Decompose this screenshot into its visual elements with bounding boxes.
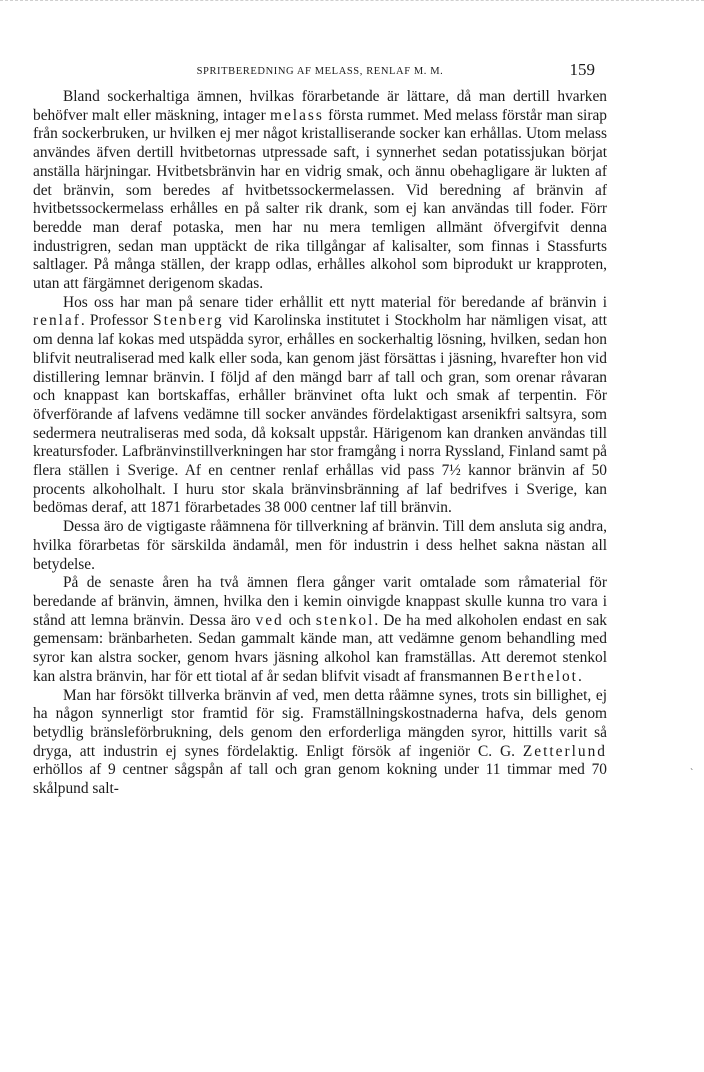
page-number: 159: [569, 60, 595, 79]
text-run: vid Karolinska institutet i Stockholm har nämligen visat, att om denna laf kokas med utspädda syror, erhålles en sockerhaltig lösning, hvilken, sedan hon blifvit neutraliserad med kalk eller soda, kan genom jäst försättas i jäsning, hvarefter hon vid distillering lemnar bränvin. I följd af den mängd barr af tall och gran, som orenar råvaran och knappast kan bortskaffas, erhåller bränvinet ofta lukt och smak af terpentin. För öfverförande af lafvens vedämne till socker användes fördelaktigast arsenikfri saltsyra, som sedermera neutraliseras med soda, då koksalt uppstår. Härigenom kan dranken användas till kreatursfoder. Lafbränvinstillverkningen har stor framgång i norra Ryssland, Finland samt på flera ställen i Sverige. Af en centner renlaf erhållas vid pass 7½ kannor bränvin af 50 procents alkoholhalt. I huru stor skala bränvinsbränning af laf bedrifves i Sverige, kan bedömas deraf, att 1871 förarbetades 38 000 centner laf till bränvin.: [33, 312, 607, 517]
emphasized-term: Berthelot: [502, 667, 578, 685]
emphasized-term: Zetterlund: [522, 742, 607, 760]
body-text: [33, 88, 607, 799]
text-run: Bland sockerhaltiga ämnen, hvilkas förarbetande är lättare, då man dertill hvarken behöfver malt eller mäskning, intager: [33, 88, 607, 124]
emphasized-term: melass: [270, 106, 324, 124]
emphasized-term: Stenberg: [153, 312, 224, 330]
stray-mark: ˋ: [690, 768, 694, 779]
text-run: .: [577, 667, 582, 685]
text-run: . De ha med alkoholen endast en sak gemensam: bränbarheten. Sedan gammalt kände man, att vedämne genom behandling med syror kan alstra socker, genom hvars jäsning alkohol kan framställas. Att deremot stenkol kan alstra bränvin, har för ett tiotal af år sedan blifvit visadt af fransmannen: [33, 611, 607, 685]
text-run: På de senaste åren ha två ämnen flera gånger varit omtalade som råmaterial för beredande af bränvin, ämnen, hvilka den i kemin oinvigde knappast skulle kunna tro vara i stånd att lemna bränvin. Dessa äro: [33, 574, 607, 629]
text-run: . Professor: [80, 312, 154, 330]
emphasized-term: stenkol: [315, 611, 375, 629]
text-run: erhöllos af 9 centner sågspån af tall och gran genom kokning under 11 timmar med 70 skålpund salt-: [33, 761, 607, 798]
paragraph: [33, 88, 607, 294]
text-run: Dessa äro de vigtigaste råämnena för tillverkning af bränvin. Till dem ansluta sig andra, hvilka förarbetas för särskilda ändamål, men för industrin i dess helhet sakna nästan all betydelse.: [33, 518, 607, 573]
running-title: SPRITBEREDNING AF MELASS, RENLAF M. M.: [196, 66, 444, 77]
paragraph: [33, 574, 607, 686]
running-head: [33, 60, 607, 82]
text-run: första rummet. Med melass förstår man sirap från sockerbruken, ur hvilken ej mer något kristalliserande socker kan erhållas. Utom melass användes äfven dertill hvitbetornas utpressade saft, i synnerhet sedan potatissjukan börjat anställa härjningar. Hvitbetsbränvin har en vidrig smak, och ännu obehagligare är lukten af det bränvin, som beredes af hvitbetssockermelassen. Vid beredning af bränvin af hvitbetssockermelass erhålles en på salter rik drank, som ej kan användas till foder. Förr beredde man deraf potaska, men har nu mera temligen allmänt öfvergifvit denna industrigren, sedan man upptäckt de rika tillgångar af kalisalter, som finnas i Stassfurts saltlager. På många ställen, der krapp odlas, erhålles alkohol som biprodukt ur krapproten, utan att färgämnet derigenom skadas.: [33, 106, 607, 293]
paragraph: [33, 294, 607, 518]
paragraph: [33, 687, 607, 799]
paragraph: [33, 518, 607, 574]
page: [33, 0, 607, 1072]
text-run: Hos oss har man på senare tider erhållit ett nytt material för beredande af bränvin i: [63, 293, 607, 311]
emphasized-term: ved: [255, 611, 284, 629]
text-run: och: [283, 611, 316, 629]
text-run: Man har försökt tillverka bränvin af ved, men detta råämne synes, trots sin billighet, ej ha någon synnerligt stor framtid för sig. Framställningskostnaderna hafva, dels genom betydlig bränsleförbrukning, dels genom den erforderliga mängden syror, hittills varit så dryga, att industrin ej synes fördelaktig. Enligt försök af ingeniör C. G.: [33, 686, 607, 760]
emphasized-term: renlaf: [33, 312, 81, 330]
